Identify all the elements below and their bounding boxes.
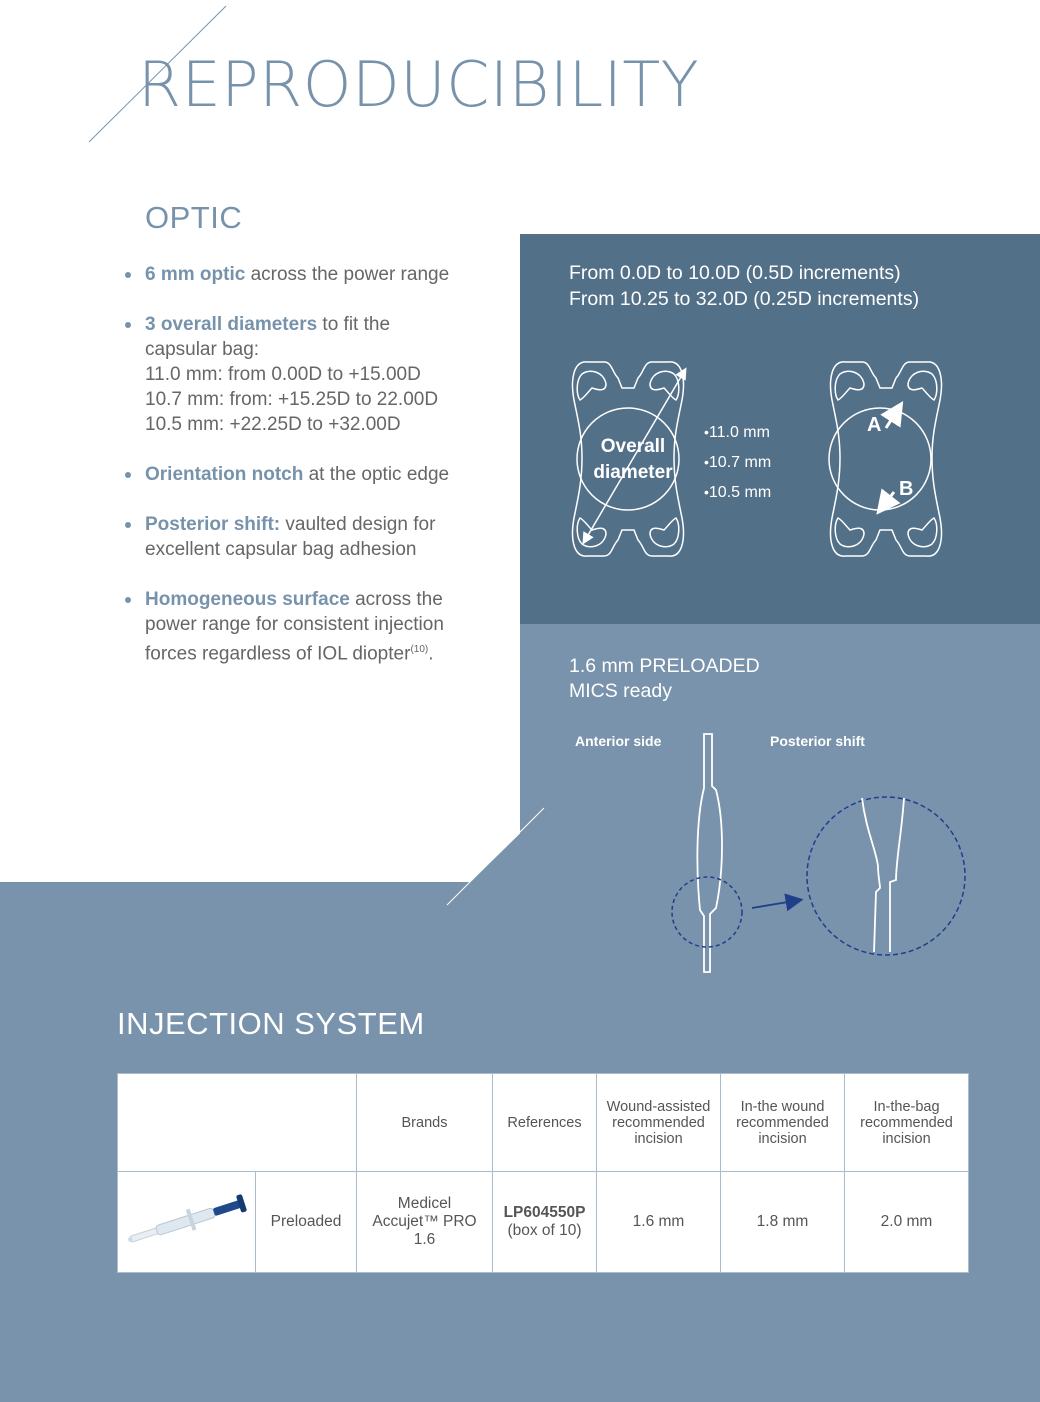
empty-header-cell	[118, 1074, 357, 1172]
label-b: B	[899, 478, 914, 500]
label-a: A	[867, 414, 882, 436]
reference-code: LP604550P	[503, 1204, 586, 1221]
preloaded-line: 1.6 mm PRELOADED	[569, 655, 760, 677]
bullet-dot-icon	[125, 472, 131, 478]
optic-heading: OPTIC	[145, 200, 243, 235]
table-header-row	[118, 1074, 969, 1172]
detail-circle-large	[807, 797, 965, 955]
optic-bullet-list	[125, 262, 465, 691]
in-the-bag-cell: 2.0 mm	[845, 1172, 969, 1273]
preloaded-text	[569, 654, 760, 704]
column-header: References	[493, 1074, 597, 1172]
bullet-bold-text: Orientation notch	[145, 464, 304, 485]
reference-cell	[493, 1172, 597, 1273]
table-row	[118, 1172, 969, 1273]
lens-profile-icon	[697, 734, 722, 972]
bullet-bold-text: 6 mm optic	[145, 264, 246, 285]
bullet-dot-icon	[125, 272, 131, 278]
diameter-range-line: 10.7 mm: from: +15.25D to 22.00D	[145, 389, 439, 410]
posterior-shift-label: Posterior shift	[770, 733, 865, 749]
list-item	[125, 512, 465, 562]
reference-note: (box of 10)	[507, 1222, 582, 1239]
bullet-text: across the power range	[245, 264, 450, 285]
syringe-image-cell	[118, 1172, 256, 1273]
bullet-dot-icon	[125, 597, 131, 603]
list-item	[125, 462, 465, 487]
anterior-side-label: Anterior side	[575, 733, 662, 749]
bullet-text: .	[428, 643, 434, 665]
list-item	[125, 312, 465, 437]
injection-table	[117, 1073, 969, 1273]
bullet-bold-text: Posterior shift:	[145, 514, 281, 535]
bullet-bold-text: Homogeneous surface	[145, 589, 350, 610]
bullet-text: at the optic edge	[303, 464, 450, 485]
bullet-text: to fit the capsular bag:	[145, 314, 391, 360]
type-cell: Preloaded	[256, 1172, 357, 1273]
bullet-text: across the power range for consistent injection forces regardless of IOL diopter	[145, 589, 444, 665]
list-item	[125, 262, 465, 287]
increment-line: From 10.25 to 32.0D (0.25D increments)	[569, 288, 920, 310]
injection-heading: INJECTION SYSTEM	[117, 1006, 425, 1041]
syringe-icon	[119, 1172, 255, 1268]
diameter-list	[704, 417, 771, 507]
brand-cell: Medicel Accujet™ PRO 1.6	[357, 1172, 493, 1273]
posterior-shift-detail-icon	[862, 798, 904, 952]
in-the-wound-cell: 1.8 mm	[721, 1172, 845, 1273]
iol-right-icon	[829, 362, 941, 556]
list-item	[125, 587, 465, 666]
overall-line: Overall	[600, 436, 666, 457]
detail-arrow-icon	[752, 900, 800, 908]
page-title: REPRODUCIBILITY	[138, 48, 700, 121]
column-header: In-the-bag recommended incision	[845, 1074, 969, 1172]
power-increments	[569, 260, 919, 312]
bullet-dot-icon	[125, 522, 131, 528]
list-item: • 11.0 mm	[704, 417, 771, 447]
preloaded-line: MICS ready	[569, 680, 672, 702]
detail-circle-small	[672, 877, 742, 947]
column-header: Wound-assisted recommended incision	[597, 1074, 721, 1172]
diameter-range-line: 10.5 mm: +22.25D to +32.00D	[145, 414, 401, 435]
overall-line: diameter	[593, 462, 673, 483]
wound-assisted-cell: 1.6 mm	[597, 1172, 721, 1273]
overall-diameter-label	[580, 434, 686, 486]
lens-profile-diagram	[660, 730, 980, 980]
increment-line: From 0.0D to 10.0D (0.5D increments)	[569, 262, 901, 284]
bullet-dot-icon	[125, 322, 131, 328]
bullet-text: vaulted design for excellent capsular bag adhesion	[145, 514, 436, 560]
list-item: • 10.5 mm	[704, 477, 771, 507]
bullet-bold-text: 3 overall diameters	[145, 314, 318, 335]
reference-superscript: (10)	[410, 644, 429, 655]
column-header: Brands	[357, 1074, 493, 1172]
list-item: • 10.7 mm	[704, 447, 771, 477]
column-header: In-the wound recommended incision	[721, 1074, 845, 1172]
diameter-range-line: 11.0 mm: from 0.00D to +15.00D	[145, 364, 421, 385]
